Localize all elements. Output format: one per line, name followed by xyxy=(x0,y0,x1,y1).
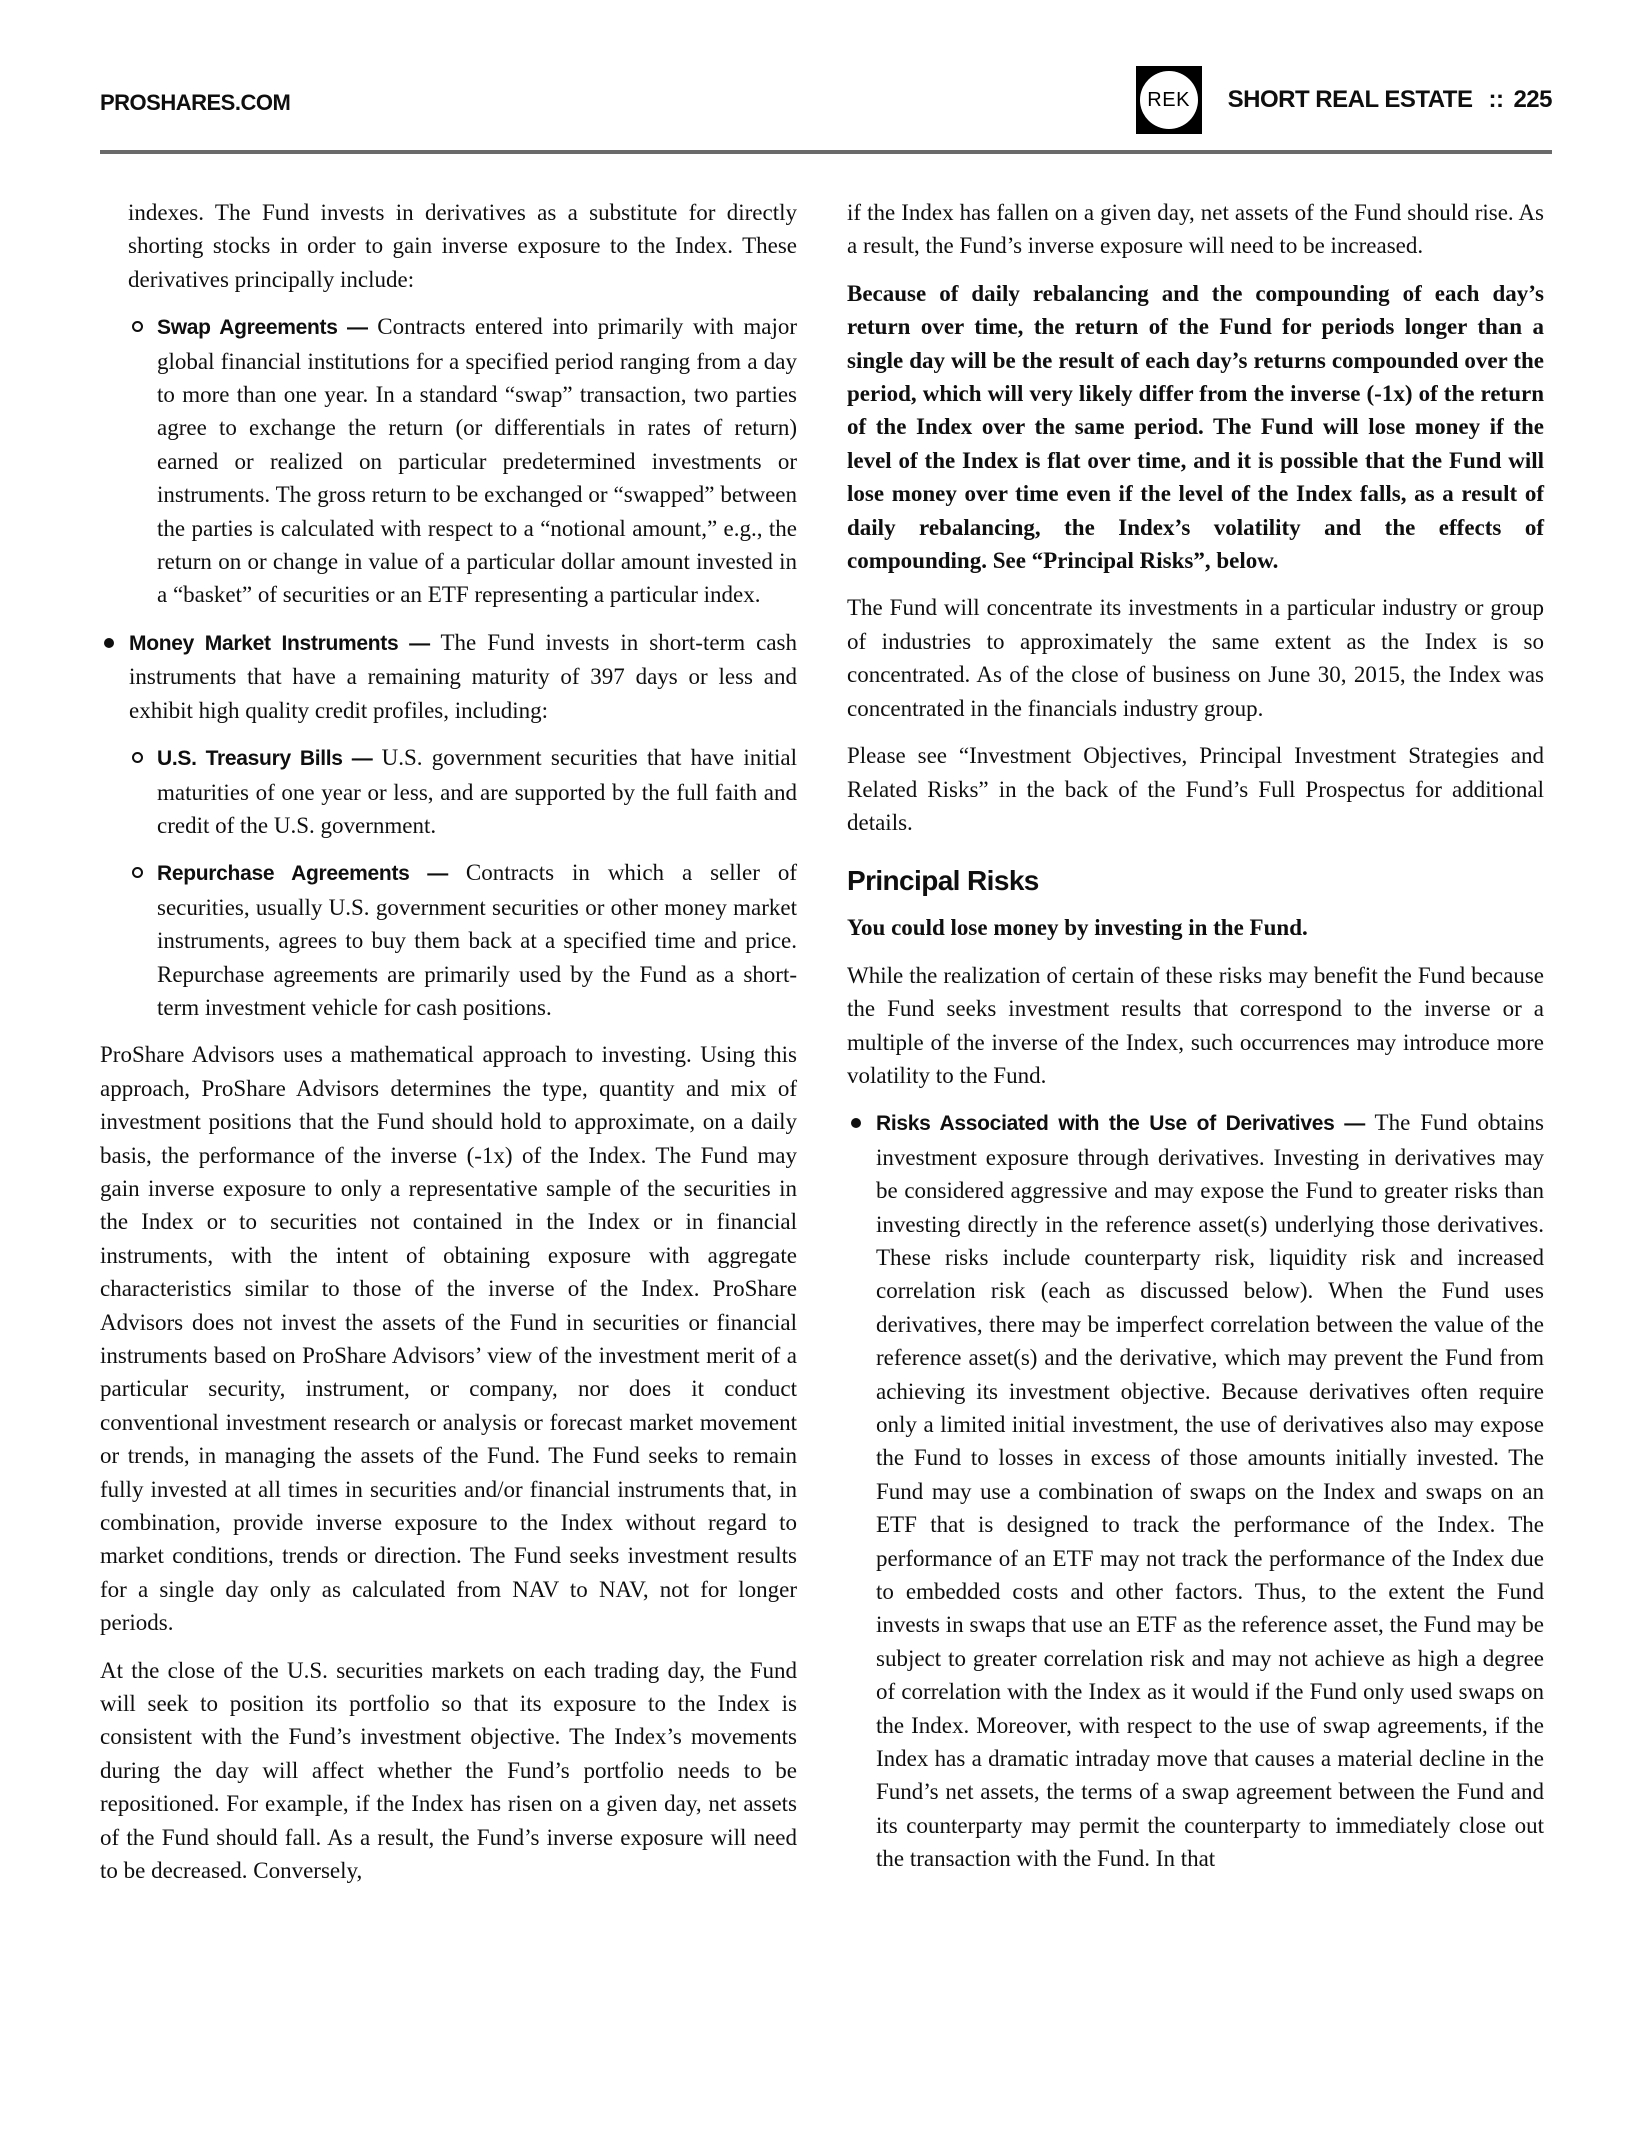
separator-colons: :: xyxy=(1488,86,1504,113)
main-content xyxy=(100,196,1544,1902)
site-name: PROSHARES.COM xyxy=(100,90,291,115)
paragraph-compounding-warning: Because of daily rebalancing and the compounding of each day’s return over time, the return of the Fund for periods longer than a single day will be the result of each day’s returns compounded over the period, which will very likely differ from the inverse (-1x) of the return of the Index over the same period. The Fund will lose money if the level of the Index is flat over time, and it is possible that the Fund will lose money over time even if the level of the Index falls, as a result of daily rebalancing, the Index’s volatility and the effects of compounding. See “Principal Risks”, below. xyxy=(847,280,1544,574)
risk-warning-line: You could lose money by investing in the Fund. xyxy=(847,915,1308,941)
disc-bullet-icon xyxy=(851,1118,861,1128)
paragraph-risk-realization: While the realization of certain of these risks may benefit the Fund because the Fund seeks investment results that correspond to the inverse or a multiple of the inverse of the Index, such occurrences may introduce more volatility to the Fund. xyxy=(847,962,1544,1088)
list-item-label: Money Market Instruments — xyxy=(129,631,430,655)
disc-bullet-icon xyxy=(104,638,114,648)
paragraph-market-close: At the close of the U.S. securities markets on each trading day, the Fund will seek to position its portfolio so that its exposure to the Index is consistent with the Fund’s investment objective. The Index’s movements during the day will affect whether the Fund’s portfolio needs to be repositioned. For example, if the Index has risen on a given day, net assets of the Fund should fall. As a result, the Fund’s inverse exposure will need to be decreased. Conversely, xyxy=(100,1657,797,1884)
list-item-money-market xyxy=(100,626,797,727)
paragraph-mathematical-approach: ProShare Advisors uses a mathematical approach to investing. Using this approach, ProShare Advisors determines the type, quantity and mix of investment positions that the Fund should hold to approximate, on a daily basis, the performance of the inverse (-1x) of the Index. The Fund may gain inverse exposure to only a representative sample of the securities in the Index or to securities not contained in the Index or in financial instruments, with the intent of obtaining exposure with aggregate characteristics similar to those of the inverse of the Index. ProShare Advisors does not invest the assets of the Fund in securities or financial instruments based on ProShare Advisors’ view of the investment merit of a particular security, instrument, or company, nor does it conduct conventional investment research or analysis or forecast market movement or trends, in managing the assets of the Fund. The Fund seeks to remain fully invested at all times in securities and/or financial instruments that, in combination, provide inverse exposure to the Index without regard to market conditions, trends or direction. The Fund seeks investment results for a single day only as calculated from NAV to NAV, not for longer periods. xyxy=(100,1042,797,1636)
list-item-body: The Fund invests in short-term cash instruments that have a remaining maturity of 397 days or less and exhibit high quality credit profiles, including: xyxy=(129,629,797,723)
list-item-text xyxy=(157,310,797,612)
list-item-label: U.S. Treasury Bills — xyxy=(157,747,373,771)
ticker-circle xyxy=(1140,71,1198,129)
circle-bullet-icon xyxy=(132,867,143,878)
list-item-label: Swap Agreements — xyxy=(157,316,368,340)
list-item-derivatives-risk xyxy=(847,1106,1544,1875)
paragraph-prospectus-note: Please see “Investment Objectives, Principal Investment Strategies and Related Risks” in the back of the Fund’s Full Prospectus for additional details. xyxy=(847,743,1544,835)
list-item-body: U.S. government securities that have initial maturities of one year or less, and are supported by the full faith and credit of the U.S. government. xyxy=(157,745,797,838)
column-right xyxy=(847,196,1544,1902)
circle-bullet-icon xyxy=(132,321,143,332)
paragraph-concentration: The Fund will concentrate its investments in a particular industry or group of industries to approximately the same extent as the Index is so concentrated. As of the close of business on June 30, 2015, the Index was concentrated in the financials industry group. xyxy=(847,595,1544,721)
list-item-label: Risks Associated with the Use of Derivatives — xyxy=(876,1112,1365,1136)
list-item-repurchase-agreements xyxy=(100,856,797,1024)
list-item-text xyxy=(157,856,797,1024)
list-item-text xyxy=(876,1106,1544,1875)
fund-name: SHORT REAL ESTATE xyxy=(1227,86,1473,113)
list-item-text xyxy=(129,626,797,727)
paragraph-carryover: if the Index has fallen on a given day, net assets of the Fund should rise. As a result, the Fund’s inverse exposure will need to be increased. xyxy=(847,200,1544,259)
list-item-treasury-bills xyxy=(100,741,797,842)
header-rule xyxy=(100,150,1552,154)
list-item-body: The Fund obtains investment exposure through derivatives. Investing in derivatives may be considered aggressive and may expose the Fund to greater risks than investing directly in the reference asset(s) underlying those derivatives. These risks include counterparty risk, liquidity risk and increased correlation risk (each as discussed below). When the Fund uses derivatives, there may be imperfect correlation between the value of the reference asset(s) and the derivative, which may prevent the Fund from achieving its investment objective. Because derivatives often require only a limited initial investment, the use of derivatives also may expose the Fund to losses in excess of those amounts initially invested. The Fund may use a combination of swaps on the Index and swaps on an ETF that is designed to track the performance of the Index. The performance of an ETF may not track the performance of the Index due to embedded costs and other factors. Thus, to the extent the Fund invests in swaps that use an ETF as the reference asset, the Fund may be subject to greater correlation risk and may not achieve as high a degree of correlation with the Index as it would if the Fund only used swaps on the Index. Moreover, with respect to the use of swap agreements, if the Index has a dramatic intraday move that causes a material decline in the Fund’s net assets, the terms of a swap agreement between the Fund and its counterparty may permit the counterparty to immediately close out the transaction with the Fund. In that xyxy=(876,1110,1544,1872)
page-number: 225 xyxy=(1513,86,1552,113)
list-item-body: Contracts entered into primarily with major global financial institutions for a specified period ranging from a day to more than one year. In a standard “swap” transaction, two parties agree to exchange the return (or differentials in rates of return) earned or realized on particular predetermined investments or instruments. The gross return to be exchanged or “swapped” between the parties is calculated with respect to a “notional amount,” e.g., the return on or change in value of a particular dollar amount invested in a “basket” of securities or an ETF representing a particular index. xyxy=(157,314,797,608)
column-left xyxy=(100,196,797,1902)
page-header-right xyxy=(1136,66,1552,134)
ticker-label: REK xyxy=(1147,88,1190,111)
list-item-swap-agreements xyxy=(100,310,797,612)
circle-bullet-icon xyxy=(132,752,143,763)
list-item-body: Contracts in which a seller of securities, usually U.S. government securities or other money market instruments, agrees to buy them back at a specified time and price. Repurchase agreements are primarily used by the Fund as a short-term investment vehicle for cash positions. xyxy=(157,860,798,1020)
principal-risks-heading: Principal Risks xyxy=(847,865,1039,897)
continuation-paragraph: indexes. The Fund invests in derivatives as a substitute for directly shorting stocks in order to gain inverse exposure to the Index. These derivatives principally include: xyxy=(128,200,797,292)
list-item-text xyxy=(157,741,797,842)
list-item-label: Repurchase Agreements — xyxy=(157,862,448,886)
rek-ticker-logo-icon xyxy=(1136,66,1202,134)
fund-title xyxy=(1228,86,1552,114)
